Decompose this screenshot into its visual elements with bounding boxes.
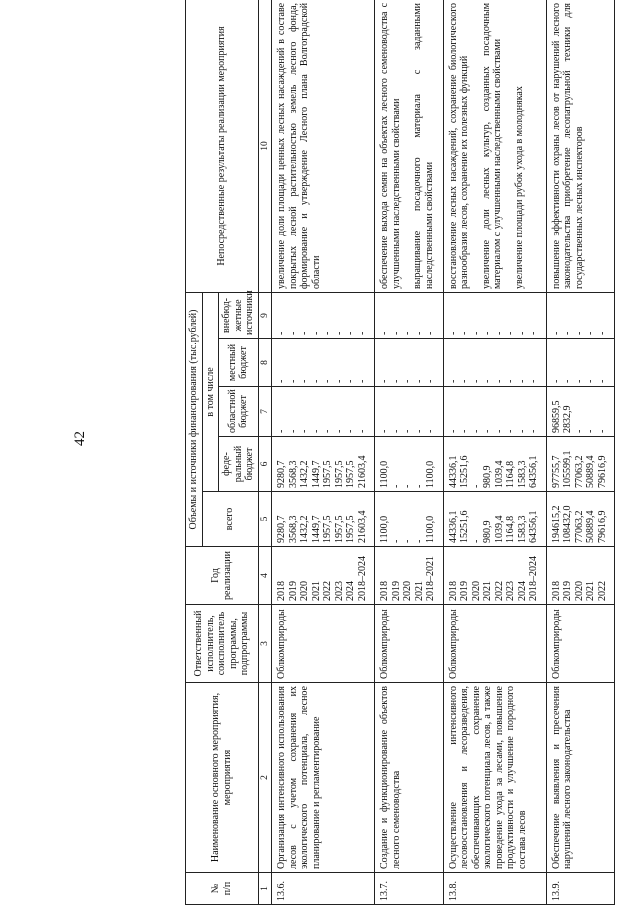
measure-name: Обеспечение выявления и пресечения нарушений лесного законодательства [546,683,615,873]
header-financing-group: Объемы и источники финансирования (тыс.рублей) [186,292,203,546]
regional-amount-value: - [276,429,288,433]
local-amount-value: - [585,379,597,383]
local-amount-value: - [276,379,288,383]
local-amount-value: - [413,379,425,383]
regional-amount-value: - [447,429,459,433]
year-value: 2022 [596,581,608,601]
total-amount-value: - [402,539,414,543]
colnum-2: 2 [258,683,272,873]
extrabudget-amount-value: - [390,331,402,335]
page-number: 42 [72,431,88,446]
extrabudget-amount-value: - [516,331,528,335]
header-num: № п/п [186,873,259,905]
federal-amount [272,437,375,492]
local-amount-value: - [425,379,437,383]
federal-amount-value: 1957,5 [322,460,334,488]
results [272,0,375,292]
federal-amount-value: 1583,3 [516,460,528,488]
rotated-table-area [185,0,640,905]
header-year: Год реализации [186,547,259,605]
row-number: 13.8. [443,873,546,905]
extrabudget-amount-value: - [528,331,540,335]
local-amount-value: - [390,379,402,383]
result-item: повышение эффективности охраны лесов от нарушений лесного законодательства приобретение лесопатрульной техники для государственных лесных инспекторов [550,2,585,289]
colnum-1: 1 [258,873,272,905]
extrabudget-amount [443,292,546,338]
extrabudget-amount-value: - [379,331,391,335]
regional-amount-value: - [596,429,608,433]
local-amount-value: - [562,379,574,383]
extrabudget-amount-value: - [459,331,471,335]
total-amount-value: 9280,7 [276,515,288,543]
regional-amount [443,387,546,437]
regional-amount-value: - [402,429,414,433]
local-amount-value: - [516,379,528,383]
local-amount-value: - [322,379,334,383]
year-value: 2018 [550,581,562,601]
year-value: 2024 [516,581,528,601]
total-amount-value: 1583,3 [516,515,528,543]
total-amount-value: 64356,1 [528,510,540,543]
year [375,547,444,605]
local-amount-value: - [505,379,517,383]
regional-amount-value: - [390,429,402,433]
measure-name: Организация интенсивного использования лесов с учетом сохранения их экологического потенциала, лесное планирование и регламентирование [272,683,375,873]
executor: Облкомприроды [272,605,375,683]
federal-amount-value: 1432,2 [299,460,311,488]
colnum-8: 8 [258,339,272,387]
total-amount-value: 50889,4 [585,510,597,543]
results [443,0,546,292]
federal-amount-value: 44336,1 [447,455,459,488]
colnum-10: 10 [258,0,272,292]
total-amount-value: 194615,2 [550,505,562,543]
federal-amount-value: - [470,484,482,488]
total-amount [375,492,444,547]
regional-amount-value: - [379,429,391,433]
local-amount-value: - [447,379,459,383]
local-amount-value: - [596,379,608,383]
federal-amount-value: 9280,7 [276,460,288,488]
row-number: 13.7. [375,873,444,905]
extrabudget-amount-value: - [287,331,299,335]
results [546,0,615,292]
extrabudget-amount-value: - [345,331,357,335]
year-value: 2020 [299,581,311,601]
extrabudget-amount-value: - [425,331,437,335]
local-amount-value: - [470,379,482,383]
total-amount-value: 1957,5 [322,515,334,543]
regional-amount-value: - [345,429,357,433]
total-amount-value: - [390,539,402,543]
result-item: увеличение доли площади ценных лесных насаждений в составе покрытых лесной растительностью земель лесного фонда, формирование и утверждение Лесного плана Волгоградской области [276,2,322,289]
federal-amount-value: 105599,1 [562,450,574,488]
year [546,547,615,605]
financing-table [185,0,615,905]
federal-amount-value: 1164,8 [505,460,517,488]
local-amount-value: - [379,379,391,383]
extrabudget-amount-value: - [299,331,311,335]
year-value: 2021 [413,581,425,601]
table-row [272,0,375,905]
regional-amount-value: - [493,429,505,433]
regional-amount-value: 2832,9 [562,405,574,433]
year-value: 2018 [276,581,288,601]
total-amount-value: 1432,2 [299,515,311,543]
header-total: всего [202,492,258,547]
extrabudget-amount-value: - [322,331,334,335]
total-amount-value: 21603,4 [356,510,368,543]
local-amount [272,339,375,387]
regional-amount-value: - [425,429,437,433]
total-amount-value: - [413,539,425,543]
regional-amount-value: - [505,429,517,433]
year-value: 2019 [562,581,574,601]
extrabudget-amount-value: - [447,331,459,335]
federal-amount-value: 980,9 [482,465,494,488]
total-amount-value: 15251,6 [459,510,471,543]
regional-amount-value: - [516,429,528,433]
measure-name: Создание и функционирование объектов лесного семеноводства [375,683,444,873]
year-value: 2018–2021 [425,556,437,601]
header-regional: областной бюджет [219,387,259,437]
measure-name: Осуществление интенсивного лесовосстановления и лесоразведения, обеспечивающих сохранение экологического потенциала лесов, а также проведение ухода за лесами, повышение продуктивности и улучшение породного состава лесов [443,683,546,873]
colnum-6: 6 [258,437,272,492]
colnum-5: 5 [258,492,272,547]
local-amount-value: - [356,379,368,383]
result-item: увеличение доли лесных культур, созданных посадочным материалом с улучшенными наследственными свойствами [480,2,504,289]
regional-amount-value: - [287,429,299,433]
year-value: 2021 [482,581,494,601]
year-value: 2018–2024 [528,556,540,601]
result-item: обеспечение выхода семян на объектах лесного семеноводства с улучшенными наследственными свойствами [379,2,402,289]
local-amount-value: - [573,379,585,383]
year-value: 2023 [505,581,517,601]
year-value: 2018 [379,581,391,601]
extrabudget-amount [546,292,615,338]
extrabudget-amount-value: - [402,331,414,335]
year-value: 2022 [493,581,505,601]
header-results: Непосредственные результаты реализации мероприятия [186,0,259,292]
executor: Облкомприроды [546,605,615,683]
total-amount-value: 3568,3 [287,515,299,543]
total-amount-value: - [470,539,482,543]
federal-amount-value: 97755,7 [550,455,562,488]
total-amount-value: 1100,0 [379,515,391,543]
year-value: 2019 [287,581,299,601]
executor: Облкомприроды [375,605,444,683]
total-amount-value: 1957,5 [345,515,357,543]
header-extrabudget: внебюд-жетные источники [219,292,259,338]
regional-amount-value: - [585,429,597,433]
local-amount-value: - [459,379,471,383]
year-value: 2020 [402,581,414,601]
year-value: 2019 [459,581,471,601]
total-amount-value: 1164,8 [505,515,517,543]
year [443,547,546,605]
extrabudget-amount-value: - [310,331,322,335]
year-value: 2019 [390,581,402,601]
federal-amount [443,437,546,492]
federal-amount-value: 21603,4 [356,455,368,488]
federal-amount [546,437,615,492]
federal-amount-value: 1957,5 [333,460,345,488]
local-amount [375,339,444,387]
federal-amount-value: 1957,5 [345,460,357,488]
federal-amount-value: 1449,7 [310,460,322,488]
federal-amount-value: - [390,484,402,488]
extrabudget-amount-value: - [550,331,562,335]
year-value: 2021 [310,581,322,601]
extrabudget-amount-value: - [493,331,505,335]
table-row [546,0,615,905]
federal-amount-value: 79616,9 [596,455,608,488]
extrabudget-amount [375,292,444,338]
federal-amount-value: - [402,484,414,488]
total-amount-value: 44336,1 [447,510,459,543]
total-amount-value: 1449,7 [310,515,322,543]
total-amount-value: 108432,0 [562,505,574,543]
colnum-7: 7 [258,387,272,437]
federal-amount-value: 64356,1 [528,455,540,488]
regional-amount-value: - [573,429,585,433]
extrabudget-amount-value: - [333,331,345,335]
regional-amount-value: - [299,429,311,433]
year-value: 2020 [470,581,482,601]
regional-amount [375,387,444,437]
total-amount [443,492,546,547]
table-row [375,0,444,905]
colnum-3: 3 [258,605,272,683]
federal-amount-value: 50889,4 [585,455,597,488]
extrabudget-amount [272,292,375,338]
local-amount-value: - [528,379,540,383]
extrabudget-amount-value: - [585,331,597,335]
federal-amount [375,437,444,492]
local-amount-value: - [493,379,505,383]
federal-amount-value: 3568,3 [287,460,299,488]
colnum-9: 9 [258,292,272,338]
federal-amount-value: 1100,0 [425,460,437,488]
total-amount-value: 1039,4 [493,515,505,543]
year-value: 2018–2024 [356,556,368,601]
year-value: 2021 [585,581,597,601]
regional-amount-value: - [413,429,425,433]
local-amount-value: - [299,379,311,383]
header-federal: феде-ральный бюджет [219,437,259,492]
federal-amount-value: 1039,4 [493,460,505,488]
extrabudget-amount-value: - [505,331,517,335]
result-item: выращивание посадочного материала с заданными наследственными свойствами [412,2,435,289]
regional-amount-value: - [322,429,334,433]
header-including: в том числе [202,292,219,491]
header-local: местный бюджет [219,339,259,387]
local-amount-value: - [345,379,357,383]
row-number: 13.6. [272,873,375,905]
regional-amount-value: - [470,429,482,433]
total-amount [546,492,615,547]
regional-amount-value: 96859,5 [550,400,562,433]
colnum-4: 4 [258,547,272,605]
extrabudget-amount-value: - [276,331,288,335]
extrabudget-amount-value: - [356,331,368,335]
year-value: 2018 [447,581,459,601]
regional-amount-value: - [482,429,494,433]
row-number: 13.9. [546,873,615,905]
extrabudget-amount-value: - [562,331,574,335]
total-amount-value: 980,9 [482,520,494,543]
local-amount-value: - [310,379,322,383]
regional-amount-value: - [310,429,322,433]
regional-amount [546,387,615,437]
local-amount-value: - [482,379,494,383]
regional-amount [272,387,375,437]
year-value: 2020 [573,581,585,601]
local-amount [546,339,615,387]
local-amount [443,339,546,387]
local-amount-value: - [550,379,562,383]
total-amount-value: 1957,5 [333,515,345,543]
result-item: увеличение площади рубок ухода в молодняках [513,86,525,289]
local-amount-value: - [333,379,345,383]
regional-amount-value: - [356,429,368,433]
extrabudget-amount-value: - [596,331,608,335]
year-value: 2024 [345,581,357,601]
year-value: 2022 [322,581,334,601]
result-item: восстановление лесных насаждений, сохранение биологического разнообразия лесов, сохранение их полезных функций [447,2,471,289]
results [375,0,444,292]
total-amount-value: 1100,0 [425,515,437,543]
year-value: 2023 [333,581,345,601]
regional-amount-value: - [459,429,471,433]
extrabudget-amount-value: - [413,331,425,335]
extrabudget-amount-value: - [573,331,585,335]
extrabudget-amount-value: - [482,331,494,335]
extrabudget-amount-value: - [470,331,482,335]
table-row [443,0,546,905]
federal-amount-value: 15251,6 [459,455,471,488]
header-executor: Ответственный исполнитель, соисполнитель программы, подпрограммы [186,605,259,683]
local-amount-value: - [402,379,414,383]
federal-amount-value: 1100,0 [379,460,391,488]
regional-amount-value: - [333,429,345,433]
local-amount-value: - [287,379,299,383]
federal-amount-value: 77063,2 [573,455,585,488]
year [272,547,375,605]
total-amount-value: 77063,2 [573,510,585,543]
total-amount [272,492,375,547]
regional-amount-value: - [528,429,540,433]
header-name: Наименование основного мероприятия, мероприятия [186,683,259,873]
executor: Облкомприроды [443,605,546,683]
total-amount-value: 79616,9 [596,510,608,543]
federal-amount-value: - [413,484,425,488]
